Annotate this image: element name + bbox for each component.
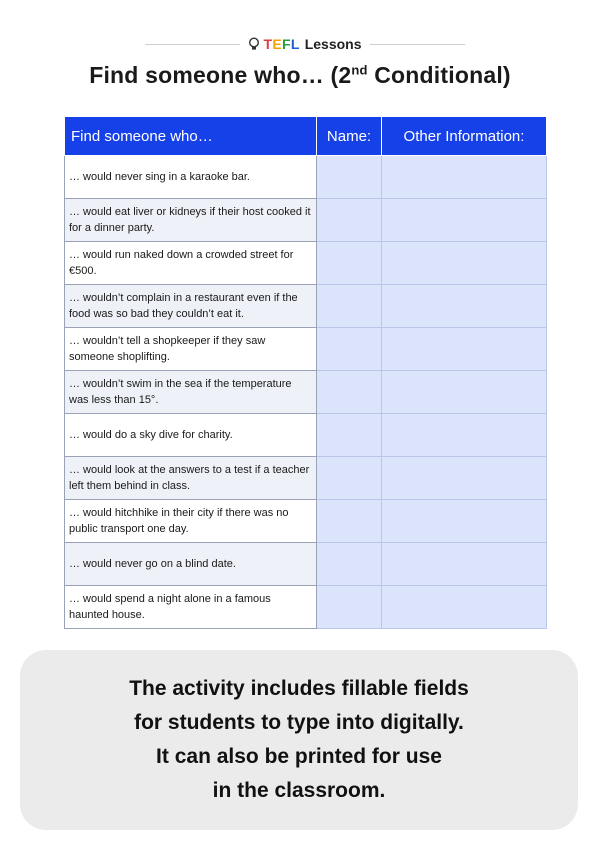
tefl-lessons-logo: TEFL Lessons [240,36,369,52]
table-row [65,414,547,457]
other-info-field[interactable] [382,457,547,500]
name-field[interactable] [317,414,382,457]
other-info-field[interactable] [382,414,547,457]
name-field[interactable] [317,371,382,414]
table-row [65,457,547,500]
prompt-cell: … wouldn’t complain in a restaurant even if the food was so bad they couldn’t eat it. [65,285,317,328]
name-field[interactable] [317,156,382,199]
worksheet-table [64,116,547,629]
name-field[interactable] [317,242,382,285]
header-other-info: Other Information: [382,117,547,156]
other-info-field[interactable] [382,328,547,371]
prompt-cell: … would look at the answers to a test if a teacher left them behind in class. [65,457,317,500]
other-info-field[interactable] [382,242,547,285]
table-row [65,285,547,328]
info-banner [20,650,578,830]
other-info-field[interactable] [382,586,547,629]
prompt-cell: … would do a sky dive for charity. [65,414,317,457]
table-row [65,543,547,586]
name-field[interactable] [317,500,382,543]
name-field[interactable] [317,285,382,328]
prompt-cell: … would run naked down a crowded street for €500. [65,242,317,285]
other-info-field[interactable] [382,199,547,242]
prompt-cell: … would spend a night alone in a famous haunted house. [65,586,317,629]
brand-header [145,30,465,58]
other-info-field[interactable] [382,543,547,586]
name-field[interactable] [317,328,382,371]
other-info-field[interactable] [382,156,547,199]
name-field[interactable] [317,457,382,500]
prompt-cell: … would never go on a blind date. [65,543,317,586]
prompt-cell: … would never sing in a karaoke bar. [65,156,317,199]
lightbulb-icon [248,37,260,51]
header-find-someone: Find someone who… [65,117,317,156]
name-field[interactable] [317,586,382,629]
table-row [65,199,547,242]
divider-left [145,44,240,45]
other-info-field[interactable] [382,500,547,543]
name-field[interactable] [317,543,382,586]
logo-lessons-text: Lessons [304,36,362,52]
page-title: Find someone who… (2nd Conditional) [89,62,511,88]
prompt-cell: … wouldn’t swim in the sea if the temperature was less than 15°. [65,371,317,414]
prompt-cell: … wouldn’t tell a shopkeeper if they saw someone shoplifting. [65,328,317,371]
table-row [65,586,547,629]
prompt-cell: … would hitchhike in their city if there was no public transport one day. [65,500,317,543]
table-row [65,242,547,285]
table-header-row [65,117,547,156]
header-name: Name: [317,117,382,156]
other-info-field[interactable] [382,371,547,414]
name-field[interactable] [317,199,382,242]
table-row [65,156,547,199]
table-row [65,500,547,543]
prompt-cell: … would eat liver or kidneys if their host cooked it for a dinner party. [65,199,317,242]
divider-right [370,44,465,45]
other-info-field[interactable] [382,285,547,328]
table-row [65,328,547,371]
info-banner-text: The activity includes fillable fields for students to type into digitally. It can also be printed for use in the classroom. [129,677,469,802]
table-row [65,371,547,414]
